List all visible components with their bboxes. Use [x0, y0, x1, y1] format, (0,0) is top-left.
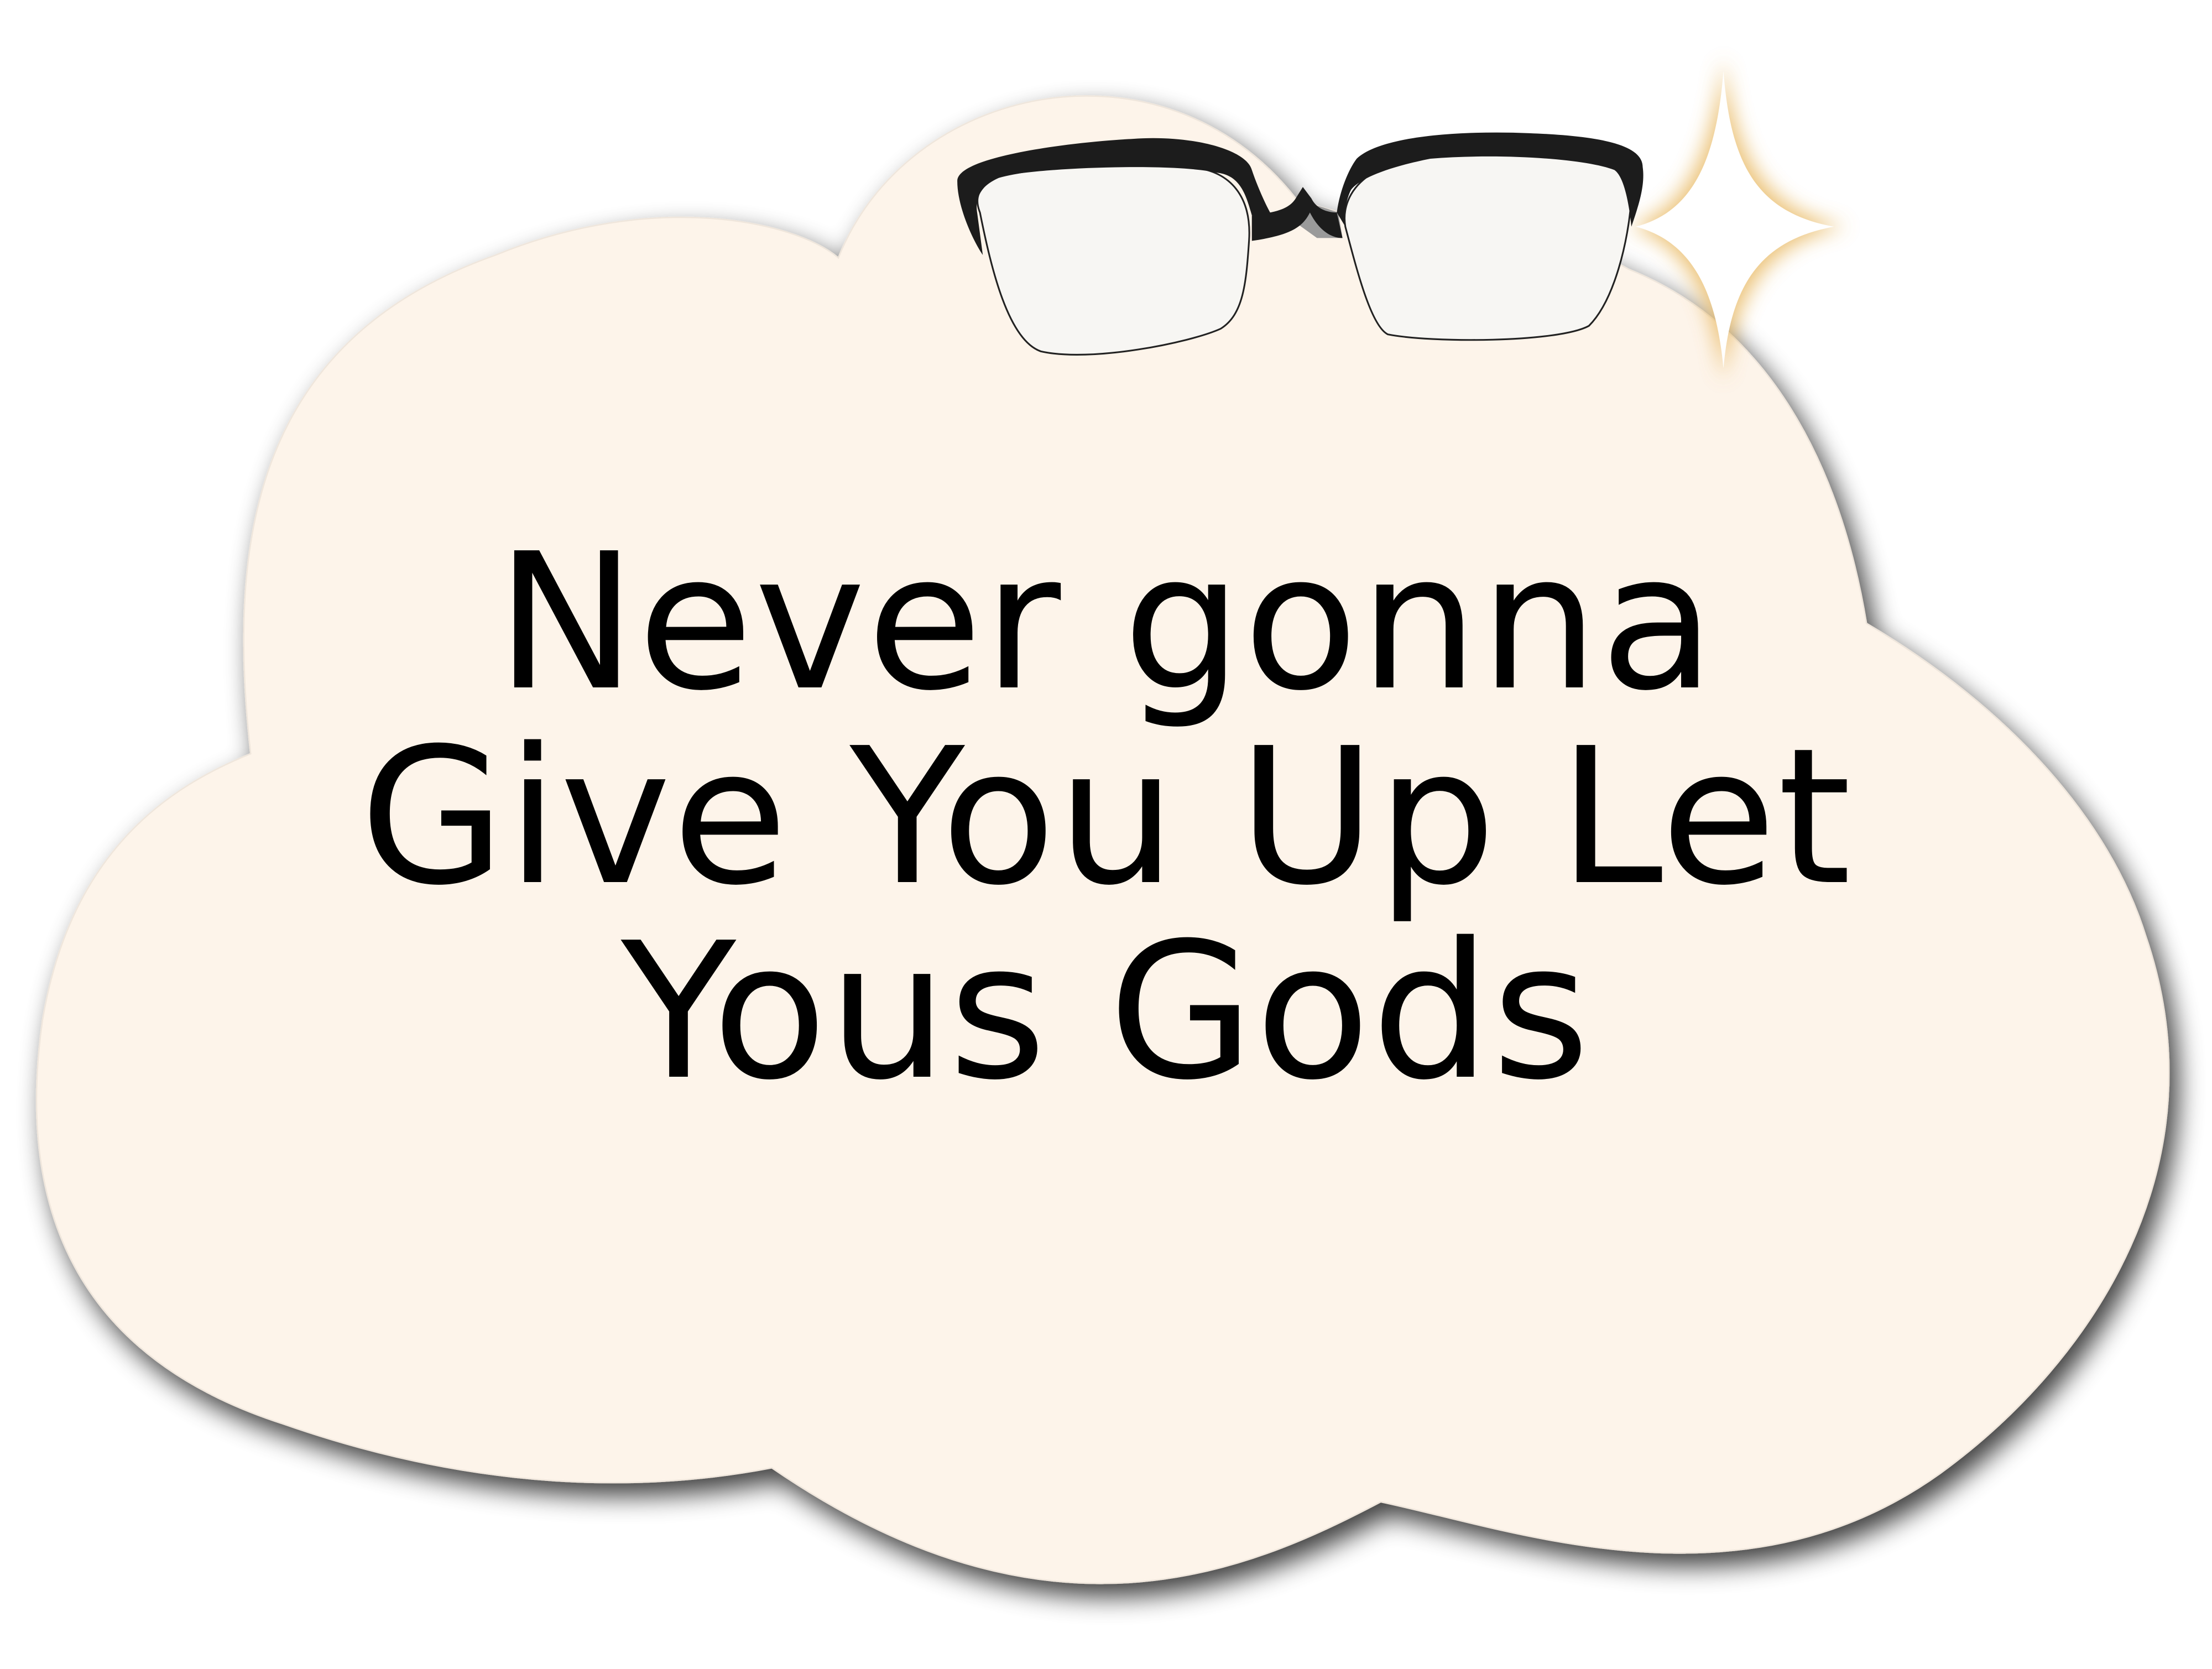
sticker-caption: Never gonna Give You Up Let Yous Gods [359, 513, 1853, 1122]
